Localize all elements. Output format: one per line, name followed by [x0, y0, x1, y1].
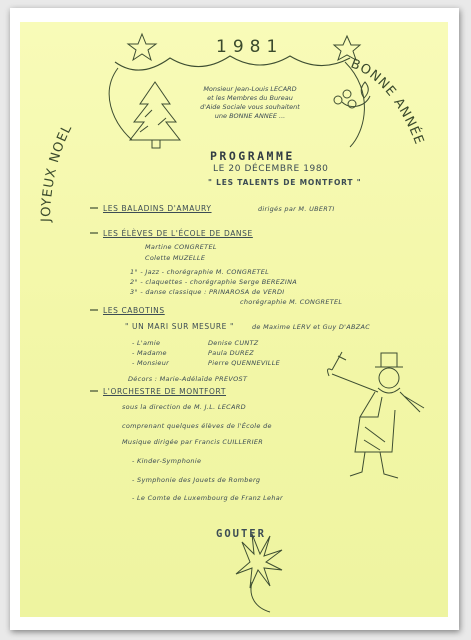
- greeting-line: Monsieur Jean-Louis LECARD: [203, 85, 297, 93]
- orchestre-line: Musique dirigée par Francis CUILLERIER: [122, 438, 264, 446]
- cast-role: - Monsieur: [132, 359, 170, 367]
- left-curve: [109, 68, 132, 140]
- cast-role: - Madame: [132, 349, 167, 357]
- poinsettia-icon: [236, 534, 282, 612]
- section-title-eleves: LES ÉLÈVES DE L'ÉCOLE DE DANSE: [103, 229, 253, 238]
- decor-credit: Décors : Marie-Adélaïde PREVOST: [128, 375, 248, 383]
- section-title-baladins: LES BALADINS D'AMAURY: [103, 204, 212, 213]
- programme-sheet: [20, 22, 448, 617]
- programme-subtitle: " LES TALENTS DE MONTFORT ": [208, 178, 362, 187]
- baladins-director: dirigés par M. UBERTI: [258, 205, 335, 213]
- dancer-name: Martine CONGRETEL: [145, 243, 217, 251]
- music-piece: - Symphonie des Jouets de Romberg: [132, 476, 261, 484]
- orchestre-direction: sous la direction de M. J.L. LECARD: [122, 403, 246, 411]
- dance-item: chorégraphie M. CONGRETEL: [240, 298, 343, 306]
- greeting-message: [170, 85, 330, 121]
- programme-title: PROGRAMME: [210, 149, 295, 163]
- greeting-line: d'Aide Sociale vous souhaitent: [200, 103, 300, 111]
- orchestre-line: comprenant quelques élèves de l'École de: [122, 422, 272, 430]
- dancer-name: Colette MUZELLE: [145, 254, 206, 262]
- play-authors: de Maxime LERV et Guy D'ABZAC: [252, 323, 371, 331]
- greeting-line: et les Membres du Bureau: [207, 94, 293, 102]
- joyeux-noel-arc: JOYEUX NOEL: [38, 121, 76, 222]
- section-title-cabotins: LES CABOTINS: [103, 306, 165, 315]
- bonne-annee-arc: BONNE ANNÉE: [348, 56, 427, 148]
- cast-name: Paula DUREZ: [208, 349, 255, 357]
- cast-name: Pierre QUENNEVILLE: [208, 359, 281, 367]
- gouter-label: GOUTER: [216, 528, 266, 540]
- play-title: " UN MARI SUR MESURE ": [125, 322, 235, 331]
- clown-figure-icon: [328, 352, 424, 478]
- programme-date: LE 20 DÉCEMBRE 1980: [213, 164, 329, 174]
- section-title-orchestre: L'ORCHESTRE DE MONTFORT: [103, 387, 227, 396]
- star-icon-right: [334, 36, 360, 60]
- cast-role: - L'amie: [132, 339, 161, 347]
- greeting-line: une BONNE ANNEE ...: [214, 112, 286, 120]
- dance-item: 2° - claquettes - chorégraphie Serge BEREZINA: [130, 278, 298, 286]
- music-piece: - Kinder-Symphonie: [132, 457, 202, 465]
- dance-item: 3° - danse classique : PRINAROSA de VERDI: [130, 288, 285, 296]
- star-icon-left: [128, 34, 156, 60]
- cast-name: Denise CUNTZ: [208, 339, 259, 347]
- music-piece: - Le Comte de Luxembourg de Franz Lehar: [132, 494, 284, 502]
- dance-item: 1° - Jazz - chorégraphie M. CONGRETEL: [130, 268, 270, 276]
- year-label: 1981: [216, 37, 284, 57]
